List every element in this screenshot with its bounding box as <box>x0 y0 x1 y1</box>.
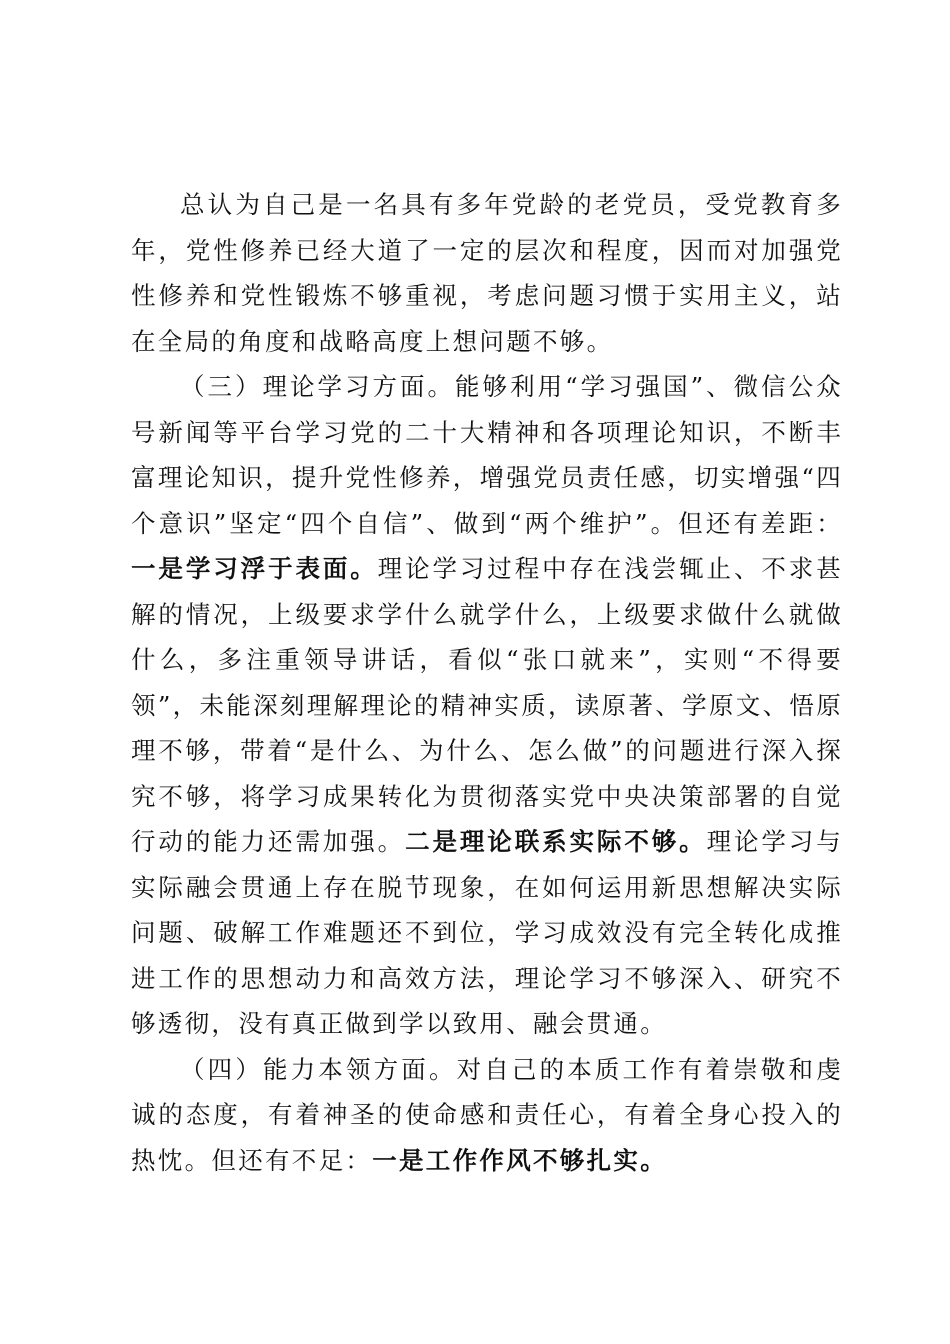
paragraph-text: 理论学习与实际融会贯通上存在脱节现象，在如何运用新思想解决实际问题、破解工作难题还不到位，学习成效没有完全转化成推进工作的思想动力和高效方法，理论学习不够深入、研究不够透彻，没有真正做到学以致用、融会贯通。 <box>131 827 843 1038</box>
document-body <box>131 182 843 1183</box>
paragraph-text: 总认为自己是一名具有多年党龄的老党员，受党教育多年，党性修养已经大道了一定的层次和程度，因而对加强党性修养和党性锻炼不够重视，考虑问题习惯于实用主义，站在全局的角度和战略高度上想问题不够。 <box>131 190 843 356</box>
paragraph-text: 理论学习过程中存在浅尝辄止、不求甚解的情况，上级要求学什么就学什么，上级要求做什么就做什么，多注重领导讲话，看似“张口就来”，实则“不得要领”，未能深刻理解理论的精神实质，读原著、学原文、悟原理不够，带着“是什么、为什么、怎么做”的问题进行深入探究不够，将学习成果转化为贯彻落实党中央决策部署的自觉行动的能力还需加强。 <box>131 554 843 856</box>
paragraph-theory-study <box>131 364 843 1047</box>
paragraph-ability <box>131 1047 843 1184</box>
paragraph-party-spirit <box>131 182 843 364</box>
bold-heading-theory-practice: 二是理论联系实际不够。 <box>405 827 707 856</box>
bold-heading-study-superficial: 一是学习浮于表面。 <box>131 554 378 583</box>
bold-heading-work-style: 一是工作作风不够扎实。 <box>372 1145 668 1175</box>
paragraph-text: （三）理论学习方面。能够利用“学习强国”、微信公众号新闻等平台学习党的二十大精神和各项理论知识，不断丰富理论知识，提升党性修养，增强党员责任感，切实增强“四个意识”坚定“四个自信”、做到“两个维护”。但还有差距： <box>131 372 843 538</box>
paragraph-text: （四）能力本领方面。对自己的本质工作有着崇敬和虔诚的态度，有着神圣的使命感和责任心，有着全身心投入的热忱。但还有不足： <box>131 1054 843 1175</box>
